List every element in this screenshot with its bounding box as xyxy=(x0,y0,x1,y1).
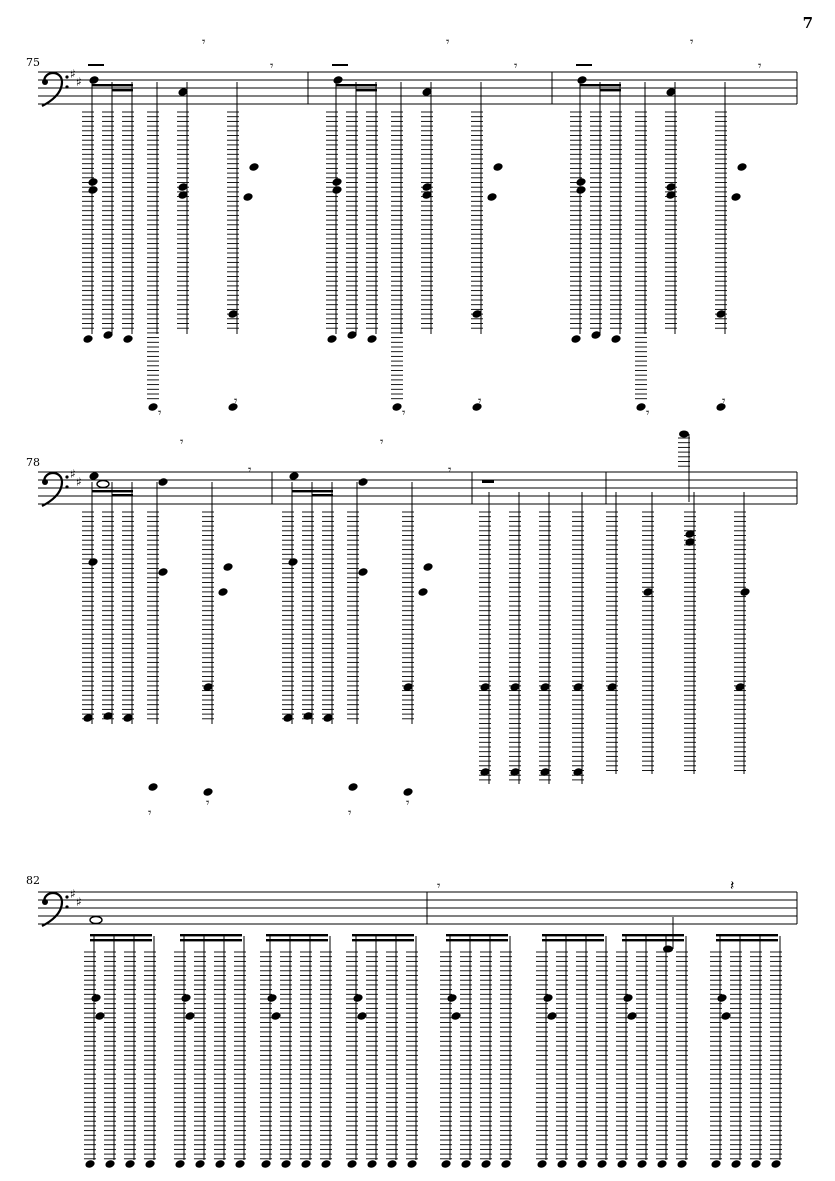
notehead xyxy=(711,1160,721,1169)
beam xyxy=(352,934,414,936)
beam xyxy=(312,494,333,496)
system-3-notation xyxy=(0,860,835,1160)
sharp-icon: ♯ xyxy=(70,887,76,901)
notehead xyxy=(148,403,158,412)
eighth-rest-icon: 𝄾 xyxy=(234,394,238,409)
eighth-rest-icon: 𝄾 xyxy=(202,35,206,50)
notehead xyxy=(301,1160,311,1169)
bass-clef-icon xyxy=(42,479,48,485)
eighth-rest-icon: 𝄾 xyxy=(248,463,252,478)
notehead xyxy=(203,683,213,692)
beam xyxy=(716,934,778,936)
notehead xyxy=(547,1012,557,1021)
eighth-rest-icon: 𝄾 xyxy=(478,394,482,409)
notehead xyxy=(367,1160,377,1169)
whole-note xyxy=(90,917,102,924)
notehead xyxy=(735,683,745,692)
notehead xyxy=(283,714,293,723)
system-1-notation xyxy=(0,35,835,430)
notehead xyxy=(607,683,617,692)
notehead xyxy=(148,783,158,792)
notehead xyxy=(321,1160,331,1169)
notehead xyxy=(88,178,98,187)
notehead xyxy=(83,335,93,344)
beam xyxy=(622,934,684,936)
bass-clef-icon xyxy=(65,895,68,898)
eighth-rest-icon: 𝄾 xyxy=(646,406,650,421)
notehead xyxy=(95,1012,105,1021)
notehead xyxy=(666,88,676,97)
notehead xyxy=(537,1160,547,1169)
sharp-icon: ♯ xyxy=(70,67,76,81)
notehead xyxy=(145,1160,155,1169)
notehead xyxy=(348,783,358,792)
bass-clef-icon xyxy=(65,905,68,908)
notehead xyxy=(623,994,633,1003)
notehead xyxy=(367,335,377,344)
eighth-rest-icon: 𝄾 xyxy=(758,59,762,74)
beam xyxy=(266,939,328,941)
measure-number: 78 xyxy=(26,456,40,469)
sharp-icon: ♯ xyxy=(76,475,82,489)
notehead xyxy=(358,568,368,577)
bass-clef-icon xyxy=(65,475,68,478)
notehead xyxy=(158,568,168,577)
notehead xyxy=(105,1160,115,1169)
eighth-rest-icon: 𝄾 xyxy=(514,59,518,74)
notehead xyxy=(218,588,228,597)
notehead xyxy=(281,1160,291,1169)
measure-number: 82 xyxy=(26,874,40,887)
notehead xyxy=(267,994,277,1003)
beam xyxy=(542,934,604,936)
notehead xyxy=(347,1160,357,1169)
notehead xyxy=(627,1012,637,1021)
eighth-rest-icon: 𝄾 xyxy=(722,394,726,409)
notehead xyxy=(357,1012,367,1021)
eighth-rest-icon: 𝄾 xyxy=(380,435,384,450)
system-2-notation xyxy=(0,435,835,840)
notehead xyxy=(510,683,520,692)
notehead xyxy=(271,1012,281,1021)
notehead xyxy=(487,193,497,202)
notehead xyxy=(123,714,133,723)
notehead xyxy=(480,683,490,692)
notehead xyxy=(740,588,750,597)
notehead xyxy=(501,1160,511,1169)
bass-clef-icon xyxy=(42,73,62,106)
notehead xyxy=(577,1160,587,1169)
eighth-rest-icon: 𝄾 xyxy=(690,35,694,50)
beam xyxy=(90,939,152,941)
notehead xyxy=(407,1160,417,1169)
eighth-rest-icon: 𝄾 xyxy=(206,796,210,811)
eighth-rest-icon: 𝄾 xyxy=(270,59,274,74)
notehead xyxy=(228,310,238,319)
notehead xyxy=(637,1160,647,1169)
notehead xyxy=(125,1160,135,1169)
beam xyxy=(622,939,684,941)
notehead xyxy=(422,88,432,97)
notehead xyxy=(591,331,601,340)
system-1 xyxy=(0,35,835,430)
eighth-rest-icon: 𝄾 xyxy=(406,796,410,811)
notehead xyxy=(576,178,586,187)
beam xyxy=(352,939,414,941)
notehead xyxy=(403,788,413,797)
notehead xyxy=(611,335,621,344)
sharp-icon: ♯ xyxy=(70,467,76,481)
notehead xyxy=(447,994,457,1003)
notehead xyxy=(418,588,428,597)
beam xyxy=(446,934,508,936)
notehead xyxy=(617,1160,627,1169)
sharp-icon: ♯ xyxy=(76,895,82,909)
notehead xyxy=(677,1160,687,1169)
notehead xyxy=(333,76,343,85)
notehead xyxy=(751,1160,761,1169)
notehead xyxy=(716,310,726,319)
notehead xyxy=(347,331,357,340)
notehead xyxy=(392,403,402,412)
eighth-rest-icon: 𝄾 xyxy=(402,406,406,421)
beam xyxy=(90,934,152,936)
notehead xyxy=(731,193,741,202)
notehead xyxy=(195,1160,205,1169)
notehead xyxy=(323,714,333,723)
bass-clef-icon xyxy=(65,485,68,488)
notehead xyxy=(557,1160,567,1169)
notehead xyxy=(721,1012,731,1021)
notehead xyxy=(451,1012,461,1021)
notehead xyxy=(481,1160,491,1169)
measure-number: 75 xyxy=(26,56,40,69)
eighth-rest-icon: 𝄾 xyxy=(446,35,450,50)
notehead xyxy=(103,331,113,340)
notehead xyxy=(123,335,133,344)
notehead xyxy=(731,1160,741,1169)
notehead xyxy=(597,1160,607,1169)
notehead xyxy=(493,163,503,172)
notehead xyxy=(89,472,99,481)
notehead xyxy=(289,472,299,481)
notehead xyxy=(243,193,253,202)
beam xyxy=(356,89,377,91)
eighth-rest-icon: 𝄾 xyxy=(437,879,441,894)
eighth-rest-icon: 𝄾 xyxy=(158,406,162,421)
notehead xyxy=(89,76,99,85)
notehead xyxy=(353,994,363,1003)
notehead xyxy=(261,1160,271,1169)
bass-clef-icon xyxy=(65,75,68,78)
bass-clef-icon xyxy=(42,893,62,926)
bass-clef-icon xyxy=(65,85,68,88)
beam xyxy=(716,939,778,941)
notehead xyxy=(158,478,168,487)
notehead xyxy=(441,1160,451,1169)
notehead xyxy=(666,183,676,192)
notehead xyxy=(422,183,432,192)
notehead xyxy=(178,183,188,192)
notehead xyxy=(717,994,727,1003)
notehead xyxy=(543,994,553,1003)
notehead xyxy=(771,1160,781,1169)
beam xyxy=(112,494,133,496)
notehead xyxy=(636,403,646,412)
beam xyxy=(542,939,604,941)
notehead xyxy=(249,163,259,172)
beam xyxy=(180,934,242,936)
quarter-rest-icon: 𝄽 xyxy=(730,878,735,894)
notehead xyxy=(358,478,368,487)
system-2 xyxy=(0,435,835,840)
notehead xyxy=(461,1160,471,1169)
notehead xyxy=(83,714,93,723)
page-number: 7 xyxy=(802,14,813,32)
notehead xyxy=(403,683,413,692)
notehead xyxy=(573,683,583,692)
beam xyxy=(180,939,242,941)
sharp-icon: ♯ xyxy=(76,75,82,89)
eighth-rest-icon: 𝄾 xyxy=(448,463,452,478)
bass-clef-icon xyxy=(42,899,48,905)
eighth-rest-icon: 𝄾 xyxy=(348,806,352,821)
notehead xyxy=(178,88,188,97)
notehead xyxy=(85,1160,95,1169)
beam xyxy=(266,934,328,936)
whole-note xyxy=(97,481,109,488)
notehead xyxy=(657,1160,667,1169)
notehead xyxy=(215,1160,225,1169)
system-3 xyxy=(0,860,835,1160)
notehead xyxy=(387,1160,397,1169)
notehead xyxy=(185,1012,195,1021)
notehead xyxy=(223,563,233,572)
eighth-rest-icon: 𝄾 xyxy=(148,806,152,821)
notehead xyxy=(423,563,433,572)
notehead xyxy=(203,788,213,797)
notehead xyxy=(540,683,550,692)
grace-note xyxy=(679,431,689,438)
notehead xyxy=(571,335,581,344)
beam xyxy=(600,89,621,91)
bass-clef-icon xyxy=(42,473,62,506)
notehead xyxy=(737,163,747,172)
notehead xyxy=(472,310,482,319)
notehead xyxy=(91,994,101,1003)
beam xyxy=(112,89,133,91)
whole-rest-icon xyxy=(482,480,494,483)
beam xyxy=(446,939,508,941)
notehead xyxy=(332,178,342,187)
notehead xyxy=(181,994,191,1003)
notehead xyxy=(175,1160,185,1169)
bass-clef-icon xyxy=(42,79,48,85)
notehead xyxy=(327,335,337,344)
eighth-rest-icon: 𝄾 xyxy=(180,435,184,450)
notehead xyxy=(577,76,587,85)
grace-note xyxy=(663,946,673,953)
notehead xyxy=(235,1160,245,1169)
